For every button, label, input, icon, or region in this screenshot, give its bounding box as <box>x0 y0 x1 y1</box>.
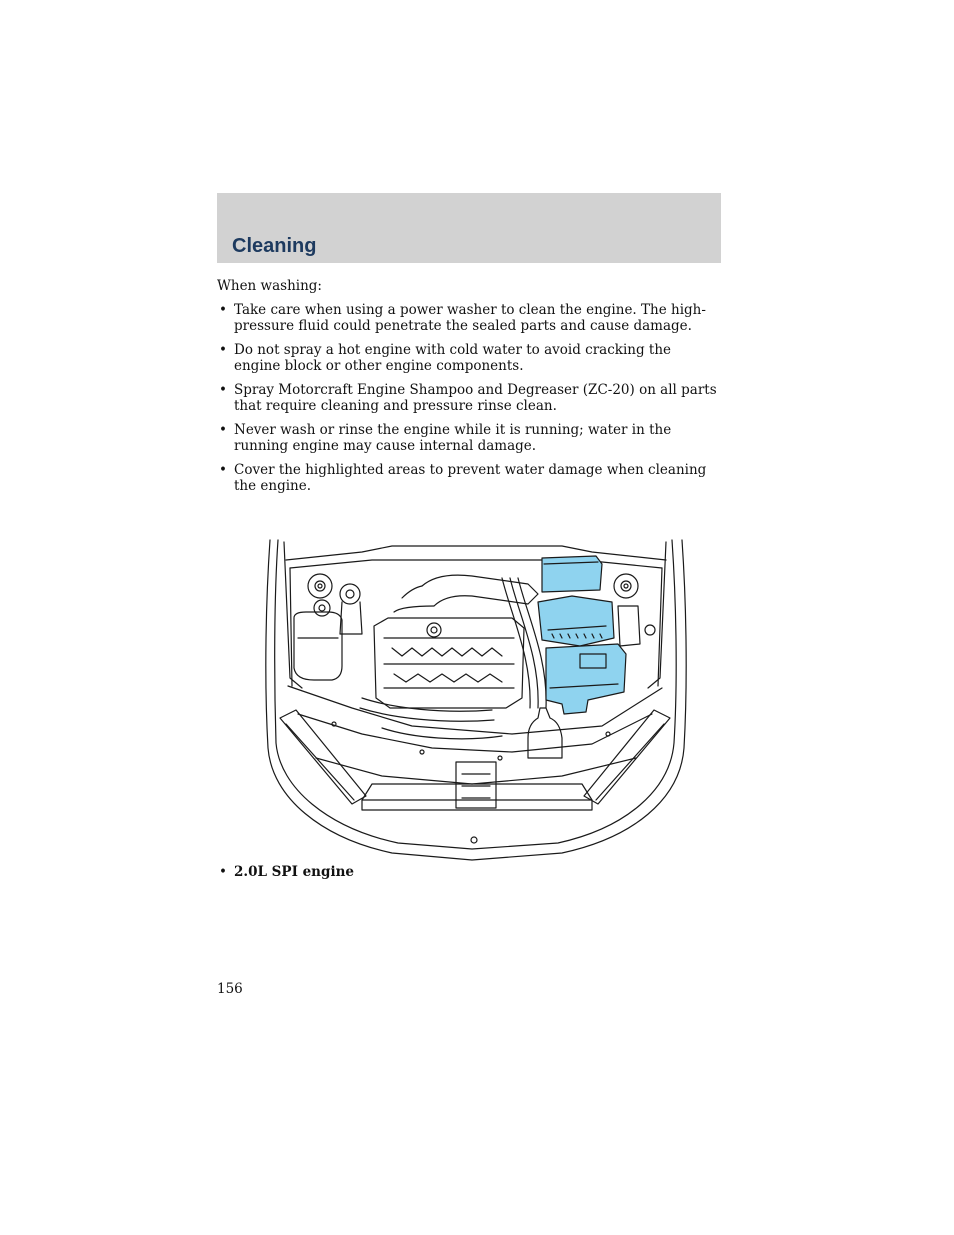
caption-text: 2.0L SPI engine <box>234 864 354 880</box>
engine-valve-cover <box>374 618 524 708</box>
list-item <box>217 382 721 415</box>
list-item-text: Cover the highlighted areas to prevent water damage when cleaning the engine. <box>234 461 707 494</box>
bullet-glyph: • <box>219 301 227 318</box>
list-item <box>217 422 721 455</box>
washer-fluid-bottle <box>528 708 562 758</box>
section-title: Cleaning <box>232 235 317 257</box>
highlighted-air-intake <box>542 556 602 592</box>
intro-text: When washing: <box>217 278 322 294</box>
brake-fluid-reservoir <box>340 584 362 634</box>
list-item <box>217 302 721 335</box>
washing-tips-list <box>217 302 721 495</box>
list-item <box>217 342 721 375</box>
headlamp-left <box>280 710 366 804</box>
list-item-text: Do not spray a hot engine with cold water to avoid cracking the engine block or other engine components. <box>234 341 672 374</box>
highlighted-air-filter-box <box>538 596 614 646</box>
bullet-glyph: • <box>219 864 227 880</box>
bullet-glyph: • <box>219 461 227 478</box>
body-text <box>217 278 721 502</box>
bullet-glyph: • <box>219 381 227 398</box>
bullet-glyph: • <box>219 421 227 438</box>
battery <box>618 606 655 646</box>
engine-compartment-illustration <box>262 538 688 865</box>
coolant-reservoir <box>294 600 342 680</box>
fasteners <box>332 722 610 843</box>
strut-tower-left <box>308 574 332 598</box>
section-header-band <box>217 193 721 263</box>
radiator-support <box>288 686 662 810</box>
highlighted-control-module <box>546 644 626 714</box>
strut-tower-right <box>614 574 638 598</box>
headlamp-right <box>584 710 670 804</box>
page-number: 156 <box>217 981 243 997</box>
figure-caption <box>217 864 354 880</box>
bullet-glyph: • <box>219 341 227 358</box>
list-item-text: Never wash or rinse the engine while it is running; water in the running engine may cause internal damage. <box>234 421 672 454</box>
list-item-text: Spray Motorcraft Engine Shampoo and Degreaser (ZC-20) on all parts that require cleaning and pressure rinse clean. <box>234 381 717 414</box>
list-item-text: Take care when using a power washer to clean the engine. The high-pressure fluid could penetrate the sealed parts and cause damage. <box>234 301 706 334</box>
list-item <box>217 462 721 495</box>
intake-pipe <box>394 575 538 612</box>
